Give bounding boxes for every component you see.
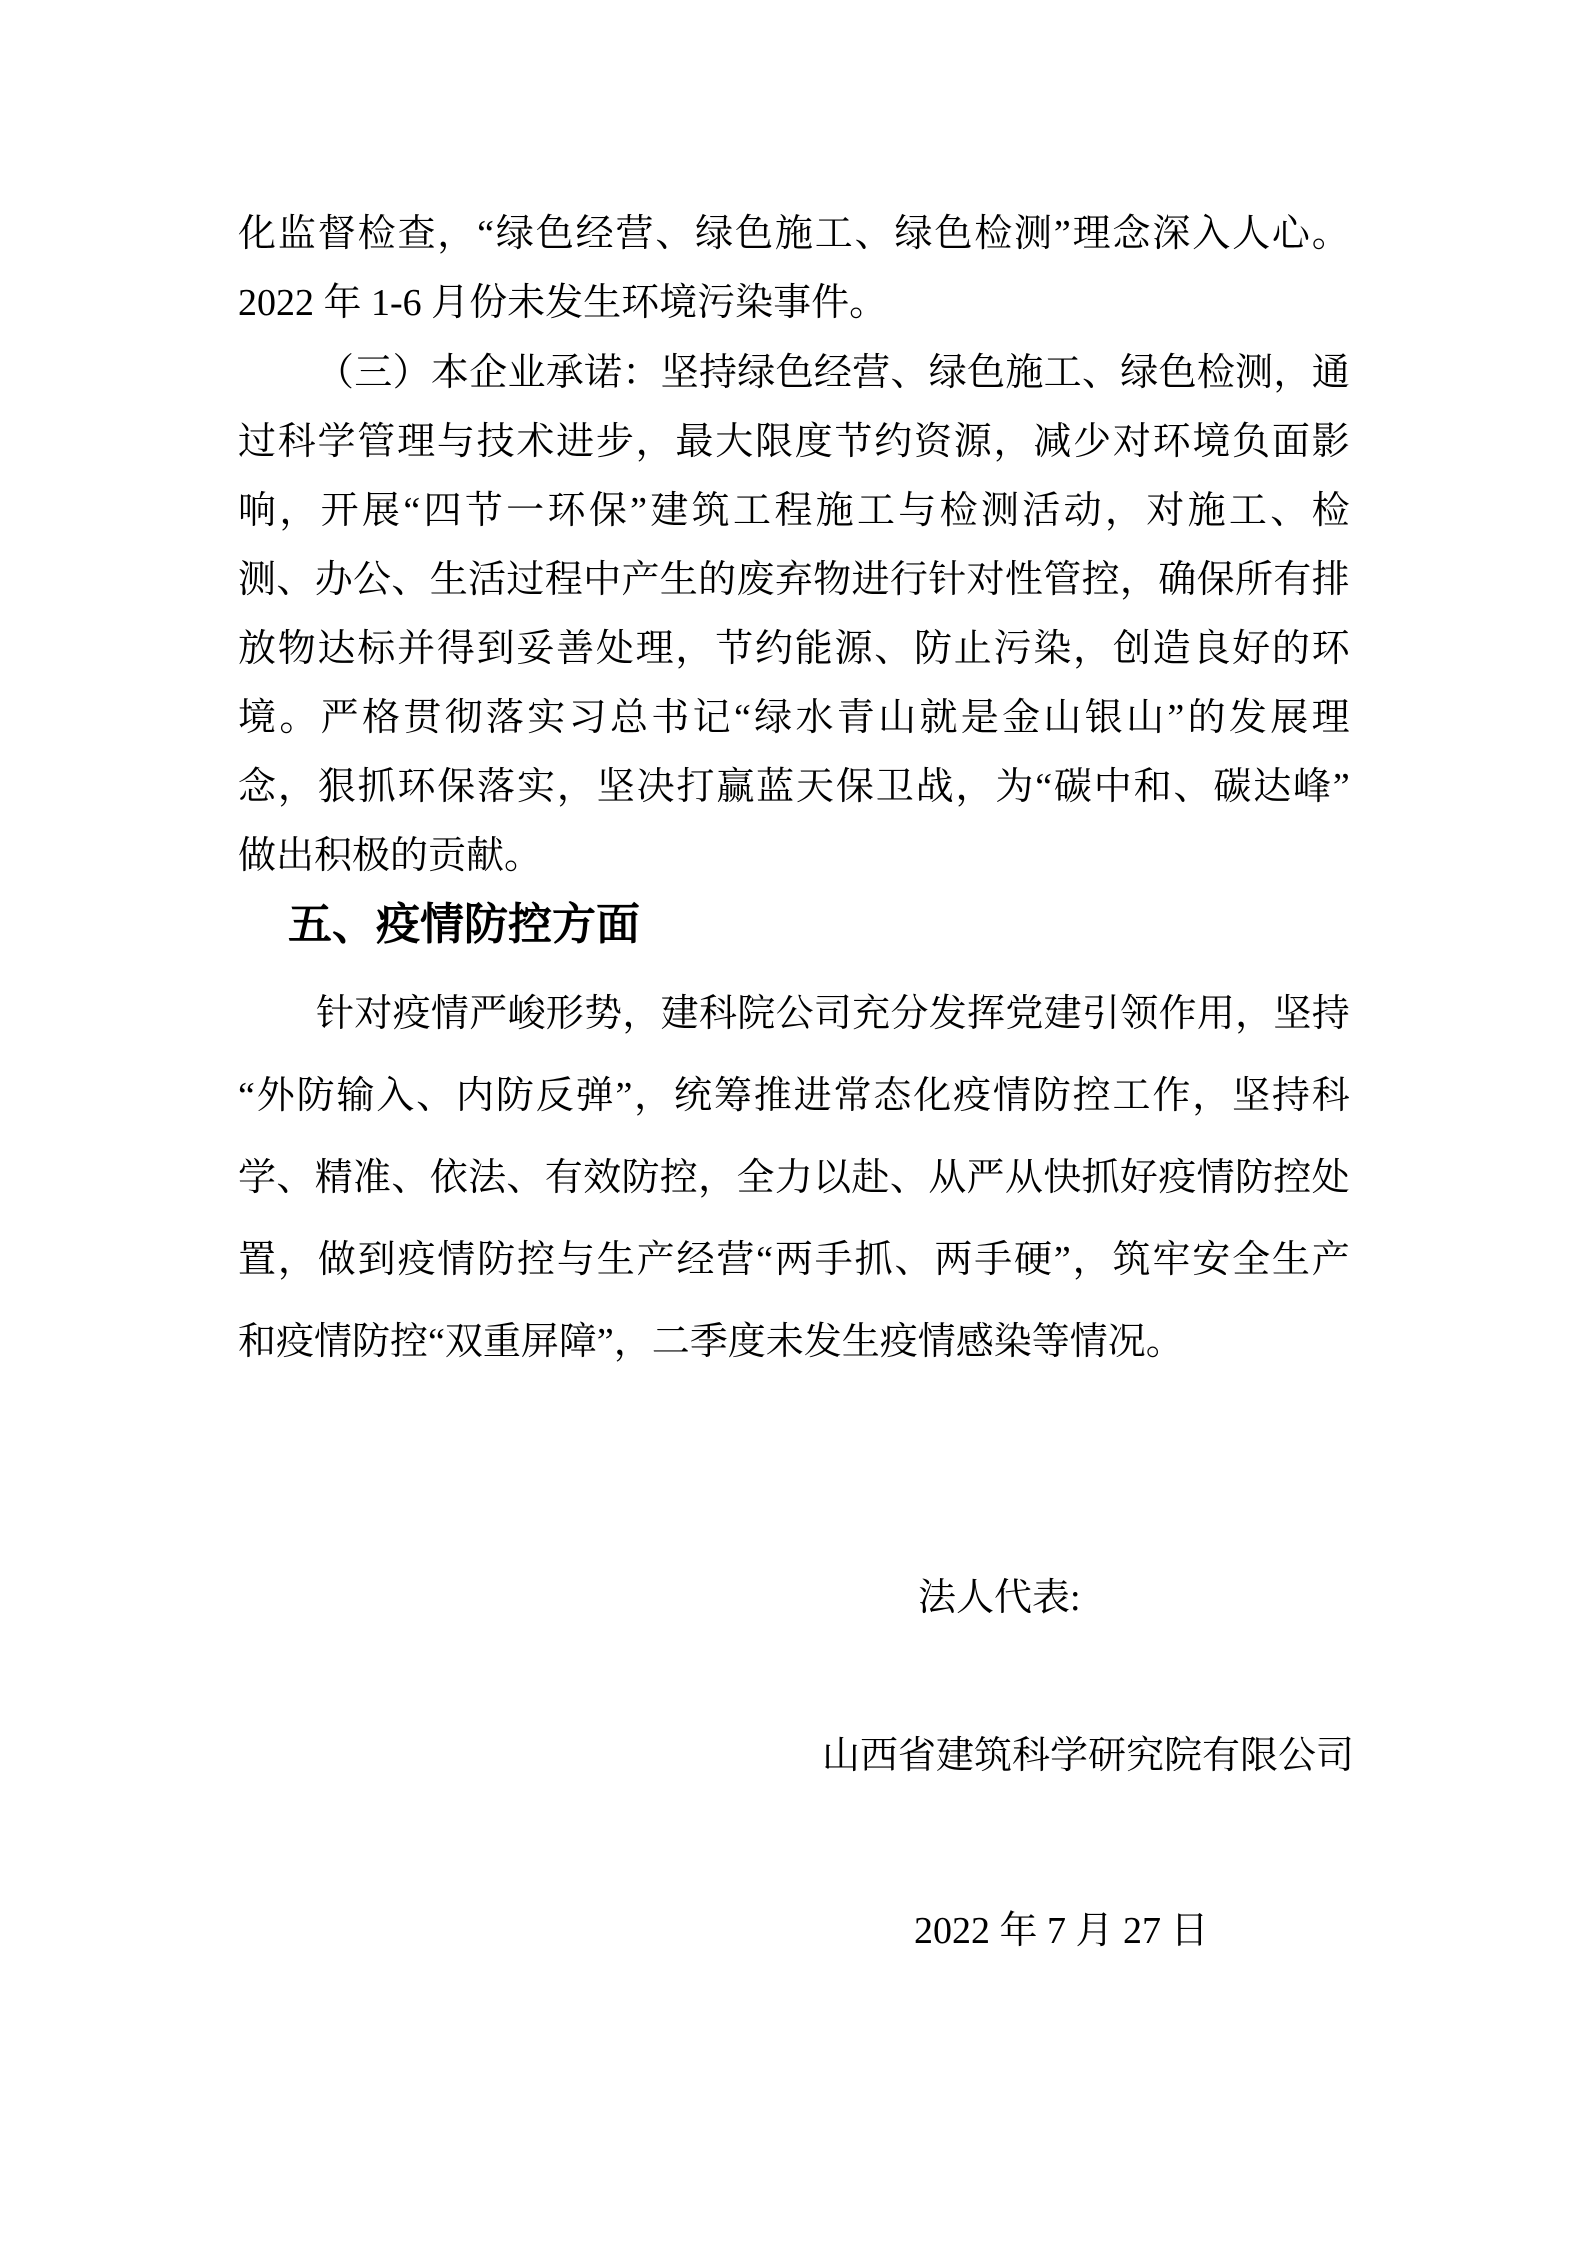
- section-heading-pandemic-control: 五、疫情防控方面: [288, 900, 640, 949]
- paragraph-line: 做出积极的贡献。: [238, 835, 543, 877]
- paragraph-line: 测 、 办 公 、 生 活 过 程 中 产 生 的 废 弃 物 进 行 针 对 性 管 控 ， 确 保 所 有 排: [238, 559, 1350, 601]
- signature-legal-representative-label: 法人代表:: [918, 1577, 1081, 1619]
- paragraph-line: 念 ， 狠 抓 环 保 落 实 ， 坚 决 打 赢 蓝 天 保 卫 战 ， 为 “ 碳 中 和 、 碳 达 峰 ”: [238, 766, 1350, 808]
- signature-company-name: 山西省建筑科学研究院有限公司: [822, 1735, 1355, 1777]
- signature-date: 2022 年 7 月 27 日: [914, 1910, 1209, 1952]
- paragraph-line: 置 ， 做 到 疫 情 防 控 与 生 产 经 营 “ 两 手 抓 、 两 手 硬 ” ， 筑 牢 安 全 生 产: [238, 1239, 1350, 1281]
- paragraph-environment-conclusion: [238, 200, 1350, 338]
- paragraph-line: “ 外 防 输 入 、 内 防 反 弹 ” ， 统 筹 推 进 常 态 化 疫 情 防 控 工 作 ， 坚 持 科: [238, 1075, 1350, 1117]
- paragraph-line: （ 三 ） 本 企 业 承 诺 ： 坚 持 绿 色 经 营 、 绿 色 施 工 、 绿 色 检 测 ， 通: [316, 352, 1350, 394]
- paragraph-line: 境 。 严 格 贯 彻 落 实 习 总 书 记 “ 绿 水 青 山 就 是 金 山 银 山 ” 的 发 展 理: [238, 697, 1350, 739]
- paragraph-enterprise-commitment: [238, 339, 1350, 891]
- paragraph-line: 2022 年 1-6 月份未发生环境污染事件。: [238, 282, 888, 324]
- paragraph-line: 学 、 精 准 、 依 法 、 有 效 防 控 ， 全 力 以 赴 、 从 严 从 快 抓 好 疫 情 防 控 处: [238, 1157, 1350, 1199]
- paragraph-line: 放 物 达 标 并 得 到 妥 善 处 理 ， 节 约 能 源 、 防 止 污 染 ， 创 造 良 好 的 环: [238, 628, 1350, 670]
- paragraph-line: 过 科 学 管 理 与 技 术 进 步 ， 最 大 限 度 节 约 资 源 ， 减 少 对 环 境 负 面 影: [238, 421, 1350, 463]
- paragraph-line: 针 对 疫 情 严 峻 形 势 ， 建 科 院 公 司 充 分 发 挥 党 建 引 领 作 用 ， 坚 持: [316, 993, 1350, 1035]
- paragraph-pandemic-control: [238, 973, 1350, 1383]
- paragraph-line: 响 ， 开 展 “ 四 节 一 环 保 ” 建 筑 工 程 施 工 与 检 测 活 动 ， 对 施 工 、 检: [238, 490, 1350, 532]
- paragraph-line: 化 监 督 检 查 ， “ 绿 色 经 营 、 绿 色 施 工 、 绿 色 检 测 ” 理 念 深 入 人 心 。: [238, 213, 1350, 255]
- paragraph-line: 和疫情防控“双重屏障”，二季度未发生疫情感染等情况。: [238, 1321, 1184, 1363]
